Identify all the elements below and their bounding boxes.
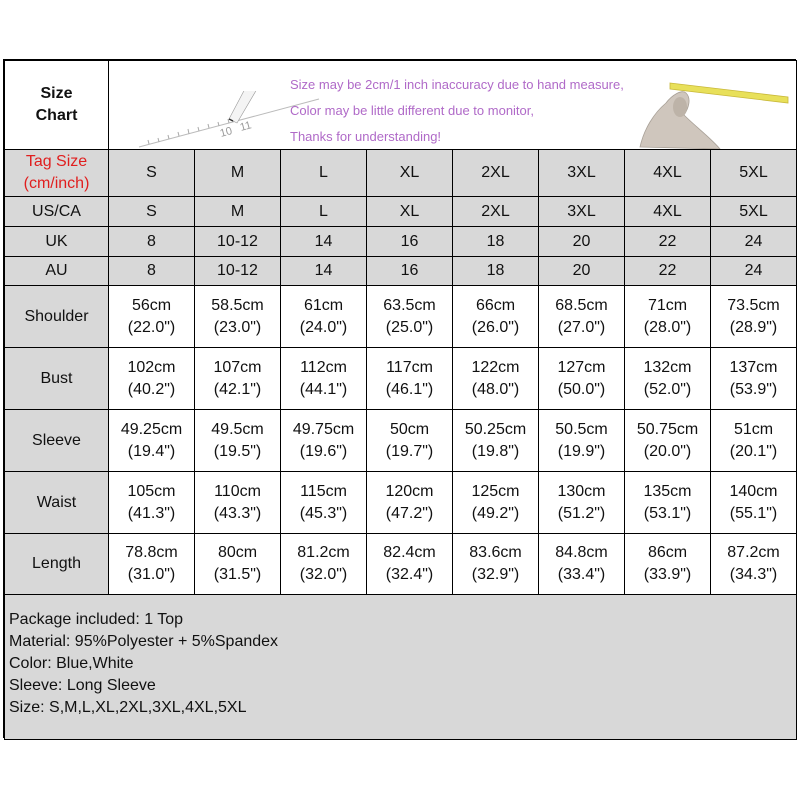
- cm-value: 140cm: [729, 482, 778, 500]
- inch-value: (31.0"): [127, 566, 176, 583]
- inch-value: (20.1"): [729, 442, 778, 460]
- row-label: Bust: [5, 348, 109, 410]
- cm-value: 80cm: [217, 544, 258, 561]
- package-sizes: Size: S,M,L,XL,2XL,3XL,4XL,5XL: [9, 699, 247, 716]
- table-cell: [109, 348, 195, 410]
- note-hand-measure: Size may be 2cm/1 inch inaccuracy due to hand measure,: [290, 77, 624, 92]
- header-row: [5, 61, 797, 150]
- row-label: UK: [5, 227, 109, 257]
- tag-size-xl: XL: [367, 150, 453, 197]
- cm-value: 87.2cm: [727, 544, 780, 561]
- table-cell: 16: [367, 257, 453, 286]
- package-included: Package included: 1 Top: [9, 611, 184, 628]
- shoulder-row: [5, 286, 797, 348]
- inch-value: (44.1"): [299, 380, 348, 398]
- us-ca-row: [5, 197, 797, 227]
- cm-value: 73.5cm: [727, 296, 780, 314]
- inch-value: (28.9"): [729, 318, 778, 336]
- table-cell: [711, 348, 797, 410]
- table-cell: 24: [711, 227, 797, 257]
- tag-size-2xl: 2XL: [453, 150, 539, 197]
- row-label: Waist: [5, 472, 109, 534]
- table-cell: 4XL: [625, 197, 711, 227]
- table-cell: [539, 534, 625, 595]
- inch-value: (19.8"): [471, 442, 520, 460]
- table-cell: [367, 472, 453, 534]
- table-cell: 8: [109, 227, 195, 257]
- inch-value: (33.4"): [557, 566, 606, 583]
- table-cell: 3XL: [539, 197, 625, 227]
- inch-value: (49.2"): [471, 504, 520, 522]
- cm-value: 107cm: [213, 358, 262, 376]
- cm-value: 132cm: [643, 358, 692, 376]
- table-cell: [109, 534, 195, 595]
- sleeve-row: [5, 410, 797, 472]
- package-row: [5, 595, 797, 740]
- table-cell: [195, 534, 281, 595]
- table-cell: 5XL: [711, 197, 797, 227]
- table-cell: 10-12: [195, 257, 281, 286]
- table-cell: 14: [281, 257, 367, 286]
- inch-value: (52.0"): [643, 380, 692, 398]
- cm-value: 49.75cm: [292, 420, 355, 438]
- cm-value: 49.25cm: [120, 420, 183, 438]
- inch-value: (23.0"): [213, 318, 262, 336]
- cm-value: 56cm: [131, 296, 172, 314]
- table-cell: [109, 472, 195, 534]
- inch-value: (55.1"): [729, 504, 778, 522]
- inch-value: (22.0"): [127, 318, 176, 336]
- package-sleeve: Sleeve: Long Sleeve: [9, 677, 156, 694]
- tag-size-label-line1: Tag Size: [25, 153, 88, 170]
- tag-size-l: L: [281, 150, 367, 197]
- length-row: [5, 534, 797, 595]
- table-cell: 2XL: [453, 197, 539, 227]
- uk-row: [5, 227, 797, 257]
- chart-title: [5, 61, 109, 150]
- cm-value: 49.5cm: [211, 420, 264, 438]
- tag-size-label-line2: (cm/inch): [23, 175, 90, 192]
- inch-value: (28.0"): [643, 318, 692, 336]
- inch-value: (19.5"): [213, 442, 262, 460]
- waist-row: [5, 472, 797, 534]
- cm-value: 71cm: [647, 296, 688, 314]
- inch-value: (53.9"): [729, 380, 778, 398]
- table-cell: [453, 286, 539, 348]
- inch-value: (42.1"): [213, 380, 262, 398]
- table-cell: [281, 534, 367, 595]
- table-cell: [625, 348, 711, 410]
- cm-value: 78.8cm: [125, 544, 178, 561]
- table-cell: 20: [539, 257, 625, 286]
- inch-value: (48.0"): [471, 380, 520, 398]
- disclaimer-notes: [290, 72, 624, 150]
- table-cell: 8: [109, 257, 195, 286]
- size-chart-table: [4, 60, 797, 740]
- row-label: Length: [5, 534, 109, 595]
- cm-value: 117cm: [386, 358, 433, 376]
- table-cell: [367, 410, 453, 472]
- inch-value: (53.1"): [643, 504, 692, 522]
- table-cell: XL: [367, 197, 453, 227]
- table-cell: 18: [453, 257, 539, 286]
- cm-value: 58.5cm: [211, 296, 264, 314]
- package-color: Color: Blue,White: [9, 655, 134, 672]
- cm-value: 50cm: [389, 420, 430, 438]
- table-cell: [453, 348, 539, 410]
- inch-value: (32.0"): [299, 566, 348, 583]
- inch-value: (27.0"): [557, 318, 606, 336]
- table-cell: 20: [539, 227, 625, 257]
- package-info: [5, 595, 797, 740]
- table-cell: [625, 286, 711, 348]
- table-cell: [367, 286, 453, 348]
- table-cell: M: [195, 197, 281, 227]
- table-cell: [539, 348, 625, 410]
- table-cell: [367, 348, 453, 410]
- table-cell: [539, 286, 625, 348]
- tag-size-4xl: 4XL: [625, 150, 711, 197]
- measuring-tape-hand-icon: [630, 69, 790, 149]
- table-cell: [625, 472, 711, 534]
- inch-value: (45.3"): [299, 504, 348, 522]
- row-label: AU: [5, 257, 109, 286]
- table-cell: [109, 410, 195, 472]
- tag-size-row: [5, 150, 797, 197]
- table-cell: [539, 472, 625, 534]
- table-cell: [195, 410, 281, 472]
- table-cell: [195, 348, 281, 410]
- table-cell: [195, 472, 281, 534]
- svg-text:10: 10: [218, 125, 234, 140]
- inch-value: (33.9"): [643, 566, 692, 583]
- table-cell: [453, 534, 539, 595]
- table-cell: [281, 410, 367, 472]
- inch-value: (31.5"): [213, 566, 262, 583]
- cm-value: 66cm: [475, 296, 516, 314]
- inch-value: (20.0"): [643, 442, 692, 460]
- chart-title-line1: Size: [40, 85, 73, 102]
- row-label: US/CA: [5, 197, 109, 227]
- inch-value: (47.2"): [385, 504, 434, 522]
- cm-value: 68.5cm: [555, 296, 608, 314]
- cm-value: 125cm: [471, 482, 520, 500]
- table-cell: L: [281, 197, 367, 227]
- inch-value: (19.6"): [299, 442, 348, 460]
- table-cell: [453, 410, 539, 472]
- table-cell: [625, 534, 711, 595]
- inch-value: (25.0"): [385, 318, 434, 336]
- cm-value: 120cm: [385, 482, 434, 500]
- table-cell: [195, 286, 281, 348]
- tag-size-label: [5, 150, 109, 197]
- table-cell: 10-12: [195, 227, 281, 257]
- table-cell: [539, 410, 625, 472]
- table-cell: [711, 286, 797, 348]
- inch-value: (32.4"): [385, 566, 434, 583]
- cm-value: 135cm: [643, 482, 692, 500]
- table-cell: 22: [625, 227, 711, 257]
- table-cell: [281, 286, 367, 348]
- table-cell: 14: [281, 227, 367, 257]
- inch-value: (34.3"): [729, 566, 778, 583]
- cm-value: 83.6cm: [469, 544, 522, 561]
- cm-value: 84.8cm: [555, 544, 608, 561]
- note-color-monitor: Color may be little different due to monitor,: [290, 103, 534, 118]
- cm-value: 81.2cm: [297, 544, 350, 561]
- cm-value: 61cm: [303, 296, 344, 314]
- inch-value: (24.0"): [299, 318, 348, 336]
- table-cell: [367, 534, 453, 595]
- svg-text:11: 11: [238, 119, 253, 134]
- row-label: Sleeve: [5, 410, 109, 472]
- inch-value: (32.9"): [471, 566, 520, 583]
- cm-value: 50.75cm: [636, 420, 699, 438]
- table-cell: S: [109, 197, 195, 227]
- cm-value: 115cm: [300, 482, 347, 500]
- inch-value: (51.2"): [557, 504, 606, 522]
- cm-value: 102cm: [127, 358, 176, 376]
- table-cell: 16: [367, 227, 453, 257]
- cm-value: 50.25cm: [464, 420, 527, 438]
- cm-value: 63.5cm: [383, 296, 436, 314]
- table-cell: 22: [625, 257, 711, 286]
- inch-value: (41.3"): [127, 504, 176, 522]
- cm-value: 130cm: [557, 482, 606, 500]
- table-cell: [453, 472, 539, 534]
- tag-size-m: M: [195, 150, 281, 197]
- inch-value: (43.3"): [213, 504, 262, 522]
- table-cell: 24: [711, 257, 797, 286]
- inch-value: (19.4"): [127, 442, 176, 460]
- cm-value: 82.4cm: [383, 544, 436, 561]
- cm-value: 51cm: [733, 420, 774, 438]
- cm-value: 112cm: [300, 358, 347, 376]
- cm-value: 110cm: [214, 482, 261, 500]
- table-cell: [281, 472, 367, 534]
- inch-value: (26.0"): [471, 318, 520, 336]
- cm-value: 86cm: [647, 544, 688, 561]
- table-cell: [109, 286, 195, 348]
- inch-value: (46.1"): [385, 380, 434, 398]
- chart-title-line2: Chart: [35, 107, 78, 124]
- cm-value: 50.5cm: [555, 420, 608, 438]
- bust-row: [5, 348, 797, 410]
- inch-value: (19.7"): [385, 442, 434, 460]
- inch-value: (19.9"): [557, 442, 606, 460]
- table-cell: [281, 348, 367, 410]
- cm-value: 122cm: [471, 358, 520, 376]
- tag-size-3xl: 3XL: [539, 150, 625, 197]
- package-material: Material: 95%Polyester + 5%Spandex: [9, 633, 279, 650]
- inch-value: (50.0"): [557, 380, 606, 398]
- table-cell: [625, 410, 711, 472]
- disclaimer-banner: [109, 61, 797, 150]
- table-cell: 18: [453, 227, 539, 257]
- table-cell: [711, 534, 797, 595]
- size-chart: [3, 59, 796, 738]
- table-cell: [711, 410, 797, 472]
- cm-value: 127cm: [557, 358, 606, 376]
- inch-value: (40.2"): [127, 380, 176, 398]
- note-thanks: Thanks for understanding!: [290, 129, 442, 144]
- tag-size-s: S: [109, 150, 195, 197]
- table-cell: [711, 472, 797, 534]
- row-label: Shoulder: [5, 286, 109, 348]
- tag-size-5xl: 5XL: [711, 150, 797, 197]
- au-row: [5, 257, 797, 286]
- cm-value: 137cm: [729, 358, 778, 376]
- cm-value: 105cm: [127, 482, 176, 500]
